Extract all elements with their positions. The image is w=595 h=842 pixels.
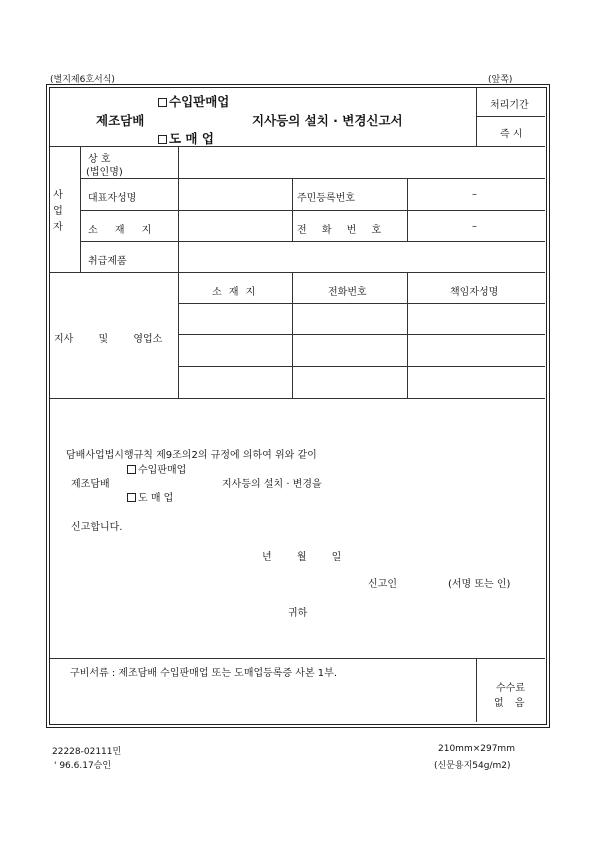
address-field[interactable]	[180, 211, 291, 240]
checkbox-import[interactable]	[158, 98, 167, 107]
phone-field[interactable]: –	[472, 221, 477, 232]
resident-number-field[interactable]: –	[472, 189, 477, 200]
title-option-wholesale: 도 매 업	[158, 129, 214, 147]
checkbox-wholesale[interactable]	[158, 135, 167, 144]
divider	[178, 146, 179, 272]
page-side: (앞쪽)	[488, 75, 513, 85]
branch-row-3-manager[interactable]	[409, 368, 544, 397]
divider	[407, 272, 408, 398]
divider	[50, 272, 545, 273]
form-number: (별지제6호서식)	[50, 75, 115, 85]
branch-row-2-phone[interactable]	[294, 336, 406, 365]
divider	[80, 210, 545, 211]
divider	[476, 88, 477, 146]
divider	[292, 272, 293, 398]
resident-number-label: 주민등록번호	[297, 193, 355, 204]
fee-value: 없 음	[494, 698, 529, 709]
title-right: 지사등의 설치 · 변경신고서	[252, 113, 403, 128]
divider	[476, 658, 477, 722]
product-field[interactable]	[180, 242, 544, 271]
paper-type: (신문용지54g/m2)	[434, 761, 511, 771]
branch-row-3-phone[interactable]	[294, 368, 406, 397]
branch-col-manager: 책임자성명	[450, 287, 499, 298]
divider	[178, 334, 545, 335]
addressee: 귀하	[288, 608, 308, 619]
attachments-note: 구비서류 : 제조담배 수입판매업 또는 도매업등록증 사본 1부.	[70, 668, 338, 679]
divider	[50, 398, 545, 399]
declaration-right: 지사등의 설치 · 변경을	[222, 479, 322, 490]
approval-date: ' 96.6.17승인	[54, 761, 112, 771]
divider	[178, 272, 179, 398]
processing-label: 처리기간	[490, 100, 529, 111]
branch-row-1-phone[interactable]	[294, 305, 406, 333]
paper-size: 210mm×297mm	[438, 744, 515, 754]
checkbox-import-decl[interactable]	[127, 465, 136, 474]
form-code: 22228-02111민	[52, 747, 122, 757]
form-frame-inner	[49, 87, 547, 725]
address-label: 소 재 지	[88, 225, 159, 236]
divider	[476, 116, 545, 117]
branch-col-address: 소 재 지	[212, 287, 258, 298]
product-label: 취급제품	[88, 256, 127, 267]
representative-field[interactable]	[180, 179, 291, 209]
applicant-section-label: 사 업 자	[53, 190, 63, 233]
checkbox-wholesale-decl[interactable]	[127, 493, 136, 502]
declaration-line: 담배사업법시행규칙 제9조의2의 규정에 의하여 위와 같이	[66, 450, 317, 461]
divider	[50, 658, 545, 659]
branch-row-2-address[interactable]	[180, 336, 291, 365]
phone-label: 전 화 번 호	[297, 225, 388, 236]
declaration-left: 제조담배	[71, 479, 110, 490]
title-left: 제조담배	[96, 113, 145, 128]
divider	[80, 146, 81, 272]
date-line[interactable]: 년 월 일	[262, 552, 342, 563]
fee-label: 수수료	[496, 683, 525, 694]
processing-value: 즉 시	[500, 129, 523, 140]
declaration-closing: 신고합니다.	[71, 522, 123, 533]
declaration-option-import: 수입판매업	[127, 461, 186, 476]
representative-label: 대표자성명	[88, 193, 137, 204]
business-name-field[interactable]	[180, 147, 544, 177]
divider	[178, 366, 545, 367]
divider	[292, 178, 293, 241]
title-option-import: 수입판매업	[158, 92, 229, 110]
branch-col-phone: 전화번호	[328, 287, 367, 298]
name-label-sub: (법인명)	[86, 167, 123, 178]
branch-row-3-address[interactable]	[180, 368, 291, 397]
name-label: 상 호	[88, 154, 111, 165]
reporter-label: 신고인	[368, 579, 397, 590]
declaration-option-wholesale: 도 매 업	[127, 489, 173, 504]
divider	[178, 303, 545, 304]
branch-row-1-address[interactable]	[180, 305, 291, 333]
branch-section-label: 지사 및 영업소	[54, 334, 163, 345]
divider	[80, 178, 545, 179]
divider	[407, 178, 408, 241]
signature-field[interactable]: (서명 또는 인)	[448, 579, 511, 590]
branch-row-2-manager[interactable]	[409, 336, 544, 365]
branch-row-1-manager[interactable]	[409, 305, 544, 333]
